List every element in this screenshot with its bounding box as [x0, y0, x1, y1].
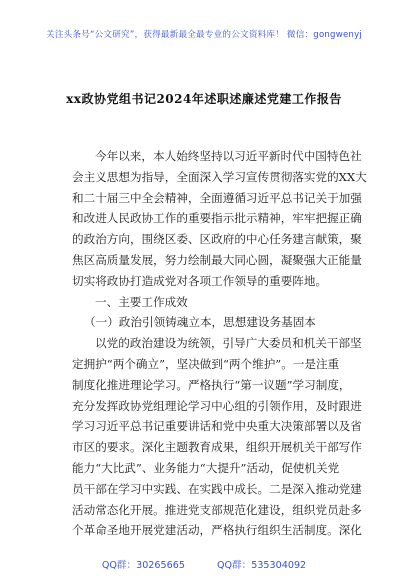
text-line-content: 个革命圣地开展党建活动，严格执行组织生活制度。深化: [72, 523, 362, 538]
text-line: [72, 437, 362, 458]
text-line-content: 市区的要求。深化主题教育成果，组织开展机关干部写作: [72, 440, 362, 455]
text-line: [72, 333, 362, 354]
text-line-content: 员干部在学习中实践、在实践中成长。二是深入推动党建: [72, 481, 362, 496]
text-line-content: 学习习近平总书记重要讲话和党中央重大决策部署以及省: [72, 419, 362, 434]
text-line: [72, 229, 362, 250]
text-line: [72, 520, 362, 541]
text-line-content: 焦区高质量发展，努力绘制最大同心圆，凝聚强大正能量: [72, 252, 362, 267]
document-body: [72, 146, 367, 541]
text-line: [72, 458, 340, 479]
header-notice: 关注头条号“公文研究”，获得最新最全最专业的公文资料库！ 微信：gongwenyj: [46, 30, 362, 40]
footer: [0, 557, 408, 571]
text-line: [72, 354, 340, 375]
text-line: [72, 146, 362, 167]
text-line: [72, 292, 335, 313]
text-line: [72, 500, 362, 521]
text-line-content: 切实将政协打造成党对各项工作领导的重要阵地。: [72, 273, 328, 288]
text-line-content: 今年以来，本人始终坚持以习近平新时代中国特色社: [95, 149, 362, 163]
text-line-content: 一、主要工作成效: [95, 294, 188, 309]
text-line: [72, 375, 351, 396]
qq-group-2: QQ群：535304092: [216, 560, 307, 571]
text-line-content: 以党的政治建设为统领，引导广大委员和机关干部坚: [95, 336, 362, 351]
text-line: [72, 167, 367, 188]
document-title: xx政协党组书记2024年述职述廉述党建工作报告: [66, 92, 342, 106]
text-line-content: 的政治方向，围绕区委、区政府的中心任务建言献策，聚: [72, 232, 362, 247]
text-line-content: 能力“大比武”、业务能力“大提升”活动，促使机关党: [72, 460, 340, 475]
text-line-content: 定拥护“两个确立”，坚决做到“两个维护”。一是注重: [72, 356, 340, 371]
text-line: [72, 416, 362, 437]
text-line: [72, 479, 362, 500]
text-line-content: 活动常态化开展。推进党支部规范化建设，组织党员赴多: [72, 502, 362, 517]
text-line-content: 和二十届三中全会精神，全面遵循习近平总书记关于加强: [72, 190, 362, 205]
text-line-content: 和改进人民政协工作的重要指示批示精神，牢牢把握正确: [72, 211, 362, 226]
qq-group-1: QQ群：30265665: [101, 560, 185, 571]
text-line: [72, 188, 362, 209]
text-line: [72, 312, 335, 333]
text-line: [72, 250, 362, 271]
text-line: [72, 271, 335, 292]
text-line-content: （一）政治引领铸魂立本，思想建设务基固本: [84, 315, 316, 330]
text-line-content: 会主义思想为指导，全面深入学习宣传贯彻落实党的XX大: [72, 169, 367, 184]
text-line-content: 制度化推进理论学习。严格执行“第一议题”学习制度，: [72, 377, 351, 392]
text-line: [72, 208, 362, 229]
text-line: [72, 396, 362, 417]
text-line-content: 充分发挥政协党组理论学习中心组的引领作用，及时跟进: [72, 398, 362, 413]
